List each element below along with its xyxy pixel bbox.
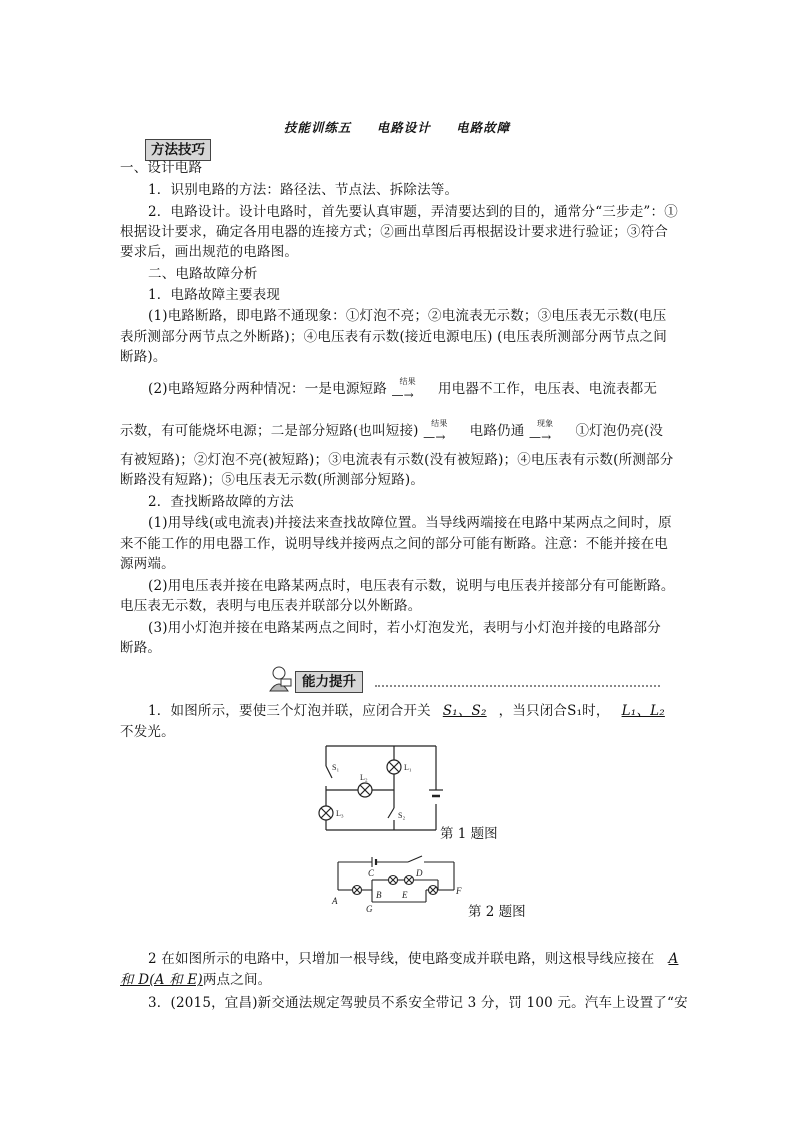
- paragraph-line: [148, 376, 708, 402]
- paragraph-line: 根据设计要求，确定各用电器的连接方式；②画出草图后再根据设计要求进行验证；③符合: [120, 224, 668, 240]
- student-icon: [265, 665, 293, 693]
- arrow-icon: —→: [528, 429, 552, 444]
- method-badge: 方法技巧: [145, 139, 211, 161]
- text-span: 用电器不工作，电压表、电流表都无: [437, 381, 658, 397]
- arrow-icon: —→: [391, 387, 414, 402]
- paragraph-line: (1)电路断路，即电路不通现象：①灯泡不亮；②电流表无示数；③电压表无示数(电压: [148, 308, 667, 324]
- paragraph-line: 有被短路)；②灯泡不亮(被短路)；③电流表有示数(没有被短路)；④电压表有示数(所测部分: [120, 452, 674, 468]
- title-part: 电路故障: [456, 120, 511, 135]
- text-span: ，当只闭合S₁时，: [498, 703, 610, 719]
- arrow-label: 结果: [431, 418, 448, 428]
- label-b: B: [376, 890, 382, 900]
- paragraph-line: 表所测部分两节点之外断路)；④电压表有示数(接近电源电压) (电压表所测部分两节点之间: [120, 329, 667, 345]
- label-s1: S₁: [332, 763, 340, 772]
- paragraph-line: 断路没有短路)；⑤电压表无示数(所测部分短路)。: [120, 472, 425, 488]
- dotted-divider: [375, 685, 660, 687]
- paragraph-line: 断路)。: [120, 349, 167, 365]
- label-a: A: [332, 896, 338, 906]
- label-e: E: [402, 890, 408, 900]
- answer-blank: S₁、S₂: [442, 703, 487, 719]
- paragraph-line: 电压表无示数，表明与电压表并联部分以外断路。: [120, 598, 422, 614]
- text-span: (2)电路短路分两种情况：一是电源短路: [148, 381, 387, 397]
- paragraph-line: (2)用电压表并接在电路某两点时，电压表有示数，说明与电压表并接部分有可能断路。: [148, 578, 675, 594]
- figure-1-caption: 第 1 题图: [440, 826, 498, 842]
- question-3-line: 3．(2015，宜昌)新交通法规定驾驶员不系安全带记 3 分，罚 100 元。汽车上设置了“安: [148, 995, 688, 1011]
- paragraph-line: 要求后，画出规范的电路图。: [120, 244, 299, 260]
- phenomenon-arrow: [528, 418, 571, 444]
- text-span: ①灯泡仍亮(没: [575, 423, 664, 439]
- result-arrow: [423, 418, 465, 444]
- paragraph-line: 1．识别电路的方法：路径法、节点法、拆除法等。: [148, 182, 459, 198]
- text-span: 1．如图所示，要使三个灯泡并联，应闭合开关: [148, 703, 431, 719]
- label-c: C: [368, 868, 375, 878]
- question-1-line: [148, 701, 708, 722]
- title-part: 技能训练五: [283, 120, 352, 135]
- paragraph-line: 断路。: [120, 640, 162, 656]
- paragraph-line: (3)用小灯泡并接在电路某两点之间时，若小灯泡发光，表明与小灯泡并接的电路部分: [148, 620, 661, 636]
- paragraph-line: 2．电路设计。设计电路时，首先要认真审题，弄清要达到的目的，通常分“三步走”：①: [148, 204, 678, 220]
- paragraph-line: 源两端。: [120, 556, 175, 572]
- arrow-icon: —→: [423, 429, 446, 444]
- label-l2: L₂: [360, 773, 368, 782]
- text-span: 示数，有可能烧坏电源；二是部分短路(也叫短接): [120, 423, 419, 439]
- title-part: 电路设计: [376, 120, 431, 135]
- label-l1: L₁: [404, 763, 412, 772]
- paragraph-line: 来不能工作的用电器工作，说明导线并接两点之间的部分可能有断路。注意：不能并接在电: [120, 536, 668, 552]
- label-l3: L₃: [336, 809, 344, 818]
- ability-header: [265, 665, 665, 693]
- result-arrow: [391, 376, 433, 402]
- paragraph-line: [120, 418, 680, 444]
- circuit-diagram-2: [328, 852, 468, 914]
- ability-badge: 能力提升: [295, 671, 363, 693]
- arrow-label: 现象: [536, 418, 554, 428]
- paragraph-line: 1．电路故障主要表现: [148, 287, 281, 303]
- label-d: D: [416, 868, 423, 878]
- label-s2: S₂: [398, 811, 406, 820]
- text-span: 电路仍通: [469, 423, 525, 439]
- answer-blank: L₁、L₂: [621, 703, 665, 719]
- section-heading: 一、设计电路: [120, 160, 203, 176]
- arrow-label: 结果: [399, 376, 416, 386]
- question-2-line: [120, 970, 680, 991]
- answer-blank: A: [668, 951, 679, 967]
- label-g: G: [366, 904, 373, 914]
- question-2-line: [148, 949, 708, 970]
- answer-blank: 和 D(A 和 E): [120, 972, 203, 988]
- circuit-diagram-1: [318, 738, 458, 838]
- section-heading: 二、电路故障分析: [148, 266, 258, 282]
- label-f: F: [456, 886, 462, 896]
- paragraph-line: (1)用导线(或电流表)并接法来查找故障位置。当导线两端接在电路中某两点之间时，原: [148, 515, 672, 531]
- text-span: 两点之间。: [202, 972, 272, 988]
- page-title: [0, 118, 794, 136]
- paragraph-line: 2．查找断路故障的方法: [148, 494, 294, 510]
- figure-2-caption: 第 2 题图: [468, 904, 526, 920]
- paragraph-line: 不发光。: [120, 724, 175, 740]
- text-span: 2 在如图所示的电路中，只增加一根导线，使电路变成并联电路，则这根导线应接在: [148, 951, 655, 967]
